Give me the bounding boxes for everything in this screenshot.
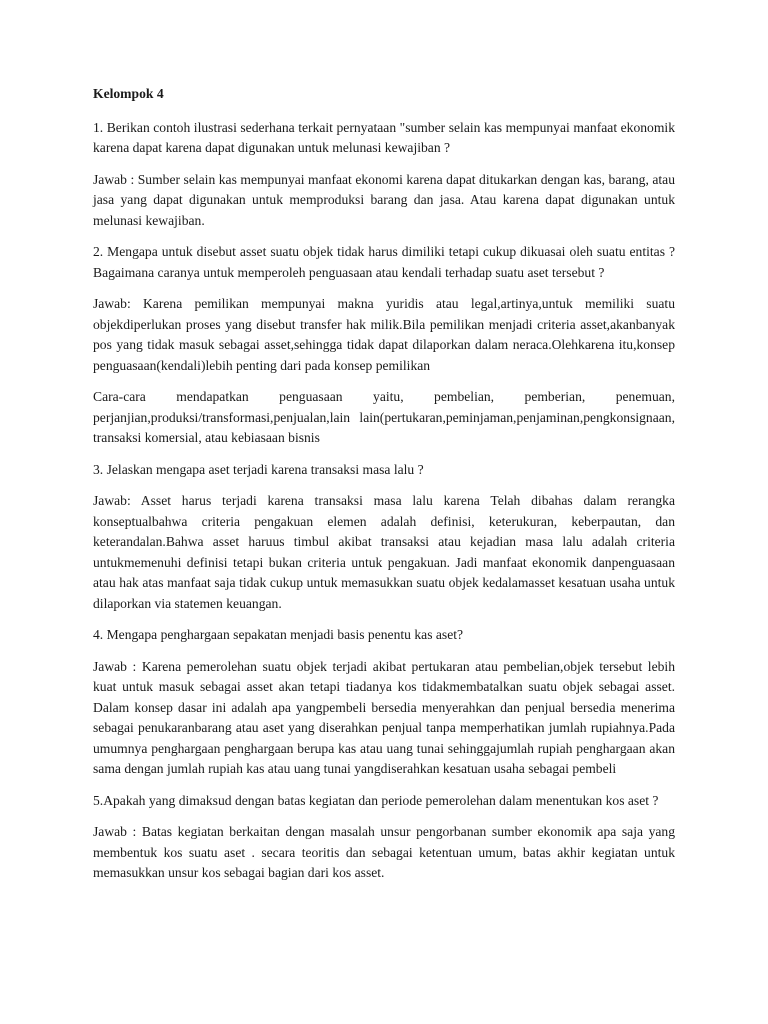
answer-4: Jawab : Karena pemerolehan suatu objek terjadi akibat pertukaran atau pembelian,objek tersebut lebih kuat untuk masuk sebagai asset akan tetapi tiadanya kos tidakmembatalkan suatu objek sebagai asset. Dalam konsep dasar ini adalah apa yangpembeli bersedia menyerahkan dan penjual bersedia menerima sebagai penukaranbarang atau aset yang diserahkan penjual tanpa memperhatikan jumlah rupiahnya.Pada umumnya penghargaan penghargaan berupa kas atau uang tunai sehinggajumlah rupiah penghargaan akan sama dengan jumlah rupiah kas atau uang tunai yangdiserahkan kesatuan usaha sebagai pembeli	[93, 658, 675, 776]
question-4: 4. Mengapa penghargaan sepakatan menjadi basis penentu kas aset?	[93, 627, 464, 642]
answer-2: Jawab: Karena pemilikan mempunyai makna yuridis atau legal,artinya,untuk memiliki suatu objekdiperlukan proses yang disebut transfer hak milik.Bila pemilikan menjadi criteria asset,akanbanyak pos yang tidak masuk sebagai asset,sehingga tidak dapat dilaporkan dalam neraca.Olehkarena itu,konsep penguasaan(kendali)lebih penting dari pada konsep pemilikan	[93, 296, 675, 373]
document-title: Kelompok 4	[93, 86, 164, 101]
answer-5: Jawab : Batas kegiatan berkaitan dengan masalah unsur pengorbanan sumber ekonomik apa saja yang membentuk kos suatu aset . secara teoritis dan sebagai ketentuan umum, batas akhir kegiatan untuk memasukkan unsur kos sebagai bagian dari kos asset.	[93, 824, 675, 880]
document-page	[93, 84, 675, 895]
question-5: 5.Apakah yang dimaksud dengan batas kegiatan dan periode pemerolehan dalam menentukan kos aset ?	[93, 792, 659, 808]
question-3: 3. Jelaskan mengapa aset terjadi karena transaksi masa lalu ?	[93, 461, 424, 477]
answer-2-methods: Cara-cara mendapatkan penguasaan yaitu, pembelian, pemberian, penemuan, perjanjian,produksi/transformasi,penjualan,lain lain(pertukaran,peminjaman,penjaminan,pengkonsignaan, transaksi komersial, atau kebiasaan bisnis	[93, 389, 675, 445]
question-2: 2. Mengapa untuk disebut asset suatu objek tidak harus dimiliki tetapi cukup dikuasai oleh suatu entitas ? Bagaimana caranya untuk memperoleh penguasaan atau kendali terhadap suatu aset tersebut ?	[93, 244, 675, 280]
question-1: 1. Berikan contoh ilustrasi sederhana terkait pernyataan "sumber selain kas mempunyai manfaat ekonomik karena dapat karena dapat digunakan untuk melunasi kewajiban ?	[93, 119, 675, 155]
answer-1: Jawab : Sumber selain kas mempunyai manfaat ekonomi karena dapat ditukarkan dengan kas, barang, atau jasa yang dapat digunakan untuk memproduksi barang dan jasa. Atau karena dapat digunakan untuk melunasi kewajiban.	[93, 171, 675, 228]
answer-3: Jawab: Asset harus terjadi karena transaksi masa lalu karena Telah dibahas dalam rerangka konseptualbahwa criteria pengakuan elemen adalah definisi, keterukuran, keberpautan, dan keterandalan.Bahwa asset haruus timbul akibat transaksi atau kejadian masa lalu adalah criteria untukmemenuhi definisi tetapi bukan criteria untuk pengakuan. Jadi manfaat ekonomik danpenguasaan atau hak atas manfaat saja tidak cukup untuk memasukkan suatu objek kedalamasset kesatuan usaha untuk dilaporkan via statemen keuangan.	[93, 493, 675, 611]
